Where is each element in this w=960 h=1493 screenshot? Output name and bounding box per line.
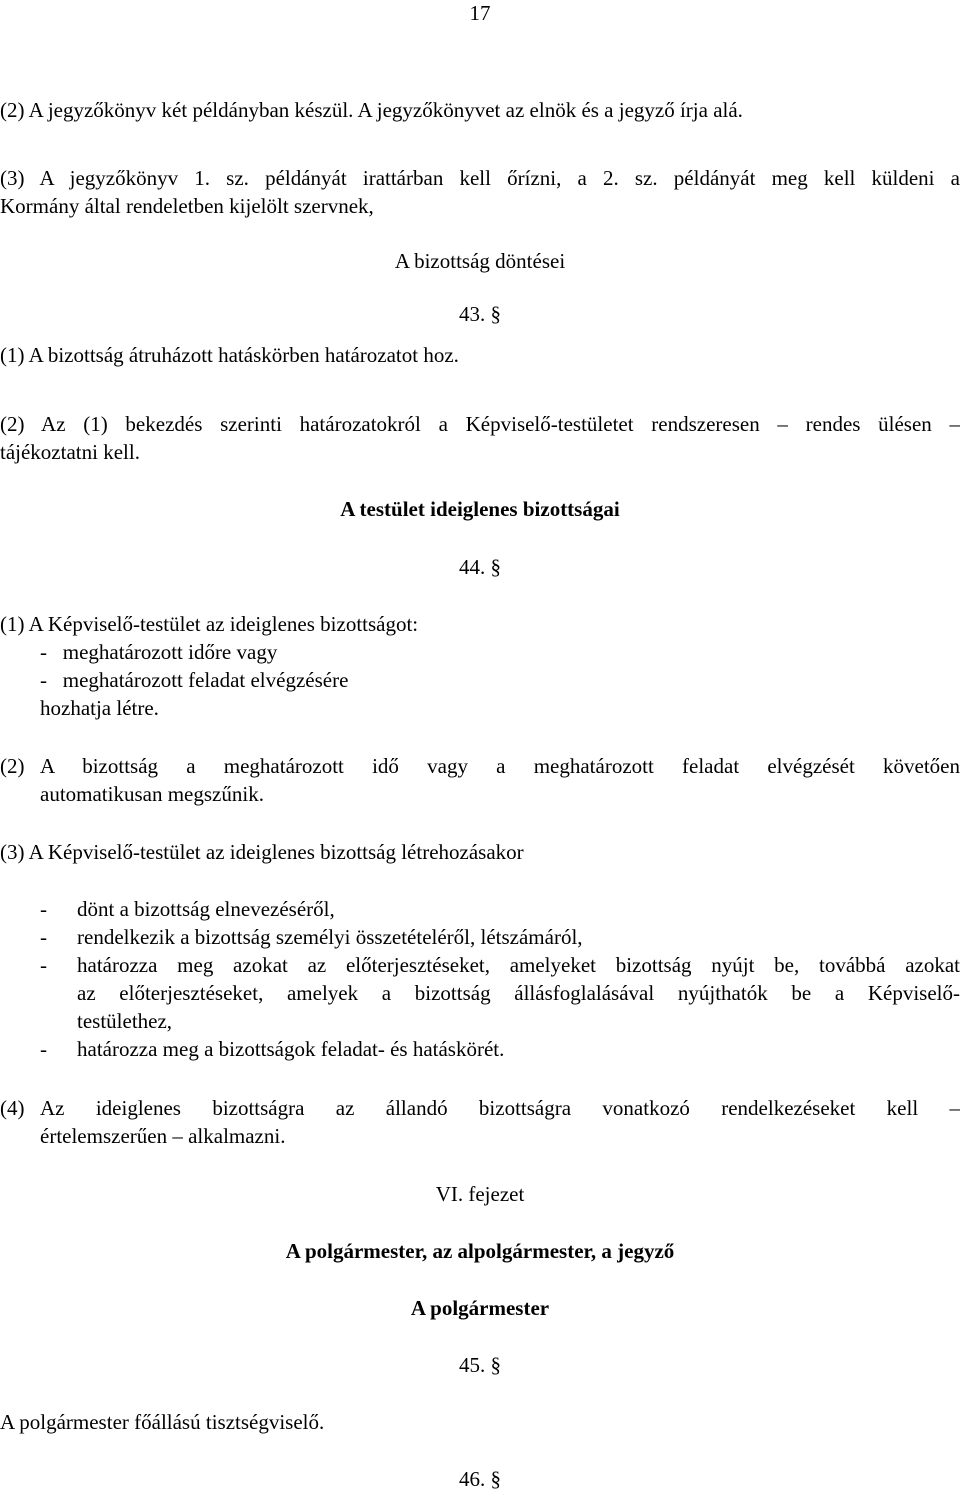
list-item-line: határozza meg azokat az előterjesztéseket, amelyeket bizottság nyújt be, továbbá azokat <box>77 953 960 977</box>
list-item-line: dönt a bizottság elnevezéséről, <box>77 897 335 921</box>
section-44-paragraph-4-line-2: értelemszerűen – alkalmazni. <box>40 1124 286 1148</box>
section-44-paragraph-1-intro: (1) A Képviselő-testület az ideiglenes bizottságot: <box>0 612 419 636</box>
list-item-line: rendelkezik a bizottság személyi összetételéről, létszámáról, <box>77 925 583 949</box>
section-44-paragraph-1-outro: hozhatja létre. <box>40 696 159 720</box>
chapter-label: VI. fejezet <box>435 1182 525 1206</box>
section-43-paragraph-1: (1) A bizottság átruházott hatáskörben határozatot hoz. <box>0 343 459 367</box>
section-45-title: 45. § <box>459 1353 501 1377</box>
section-44-paragraph-4 <box>40 1094 960 1150</box>
list-item-line: testülethez, <box>77 1009 173 1033</box>
page-number: 17 <box>469 1 491 25</box>
paragraph-3-line-1: (3) A jegyzőkönyv 1. sz. példányát irattárban kell őrízni, a 2. sz. példányát meg kell küldeni a <box>0 166 960 190</box>
section-43-paragraph-2-line-2: tájékoztatni kell. <box>0 440 140 464</box>
list-item-line: az előterjesztéseket, amelyek a bizottság állásfoglalásával nyújthatók be a Képviselő- <box>77 981 960 1005</box>
section-43-paragraph-2 <box>0 410 960 466</box>
heading-mayor: A polgármester <box>410 1296 550 1320</box>
section-44-paragraph-4-number: (4) <box>0 1096 25 1120</box>
section-44-paragraph-4-line-1: Az ideiglenes bizottságra az állandó bizottságra vonatkozó rendelkezéseket kell – <box>40 1096 960 1120</box>
heading-temporary-committees: A testület ideiglenes bizottságai <box>340 497 620 521</box>
section-44-title: 44. § <box>459 555 501 579</box>
section-43-title: 43. § <box>459 302 501 326</box>
paragraph-3-protocol <box>0 164 960 220</box>
list-item-dash: - <box>40 925 47 949</box>
section-44-paragraph-1-item-2: - meghatározott feladat elvégzésére <box>40 668 349 692</box>
section-43-paragraph-2-line-1: (2) Az (1) bekezdés szerinti határozatokról a Képviselő-testületet rendszeresen – rendes ülésen – <box>0 412 960 436</box>
section-44-paragraph-2-line-1: A bizottság a meghatározott idő vagy a meghatározott feladat elvégzését követően <box>40 754 960 778</box>
paragraph-3-line-2: Kormány által rendeletben kijelölt szervnek, <box>0 194 374 218</box>
section-44-paragraph-2-number: (2) <box>0 754 25 778</box>
section-44-paragraph-1-item-1: - meghatározott időre vagy <box>40 640 278 664</box>
heading-committee-decisions: A bizottság döntései <box>394 249 566 273</box>
chapter-title: A polgármester, az alpolgármester, a jegyző <box>285 1239 675 1263</box>
list-item-dash: - <box>40 953 47 977</box>
section-45-text: A polgármester főállású tisztségviselő. <box>0 1410 325 1434</box>
list-item-line: határozza meg a bizottságok feladat- és hatáskörét. <box>77 1037 505 1061</box>
paragraph-2-protocol: (2) A jegyzőkönyv két példányban készül. A jegyzőkönyvet az elnök és a jegyző írja alá. <box>0 98 743 122</box>
list-item-dash: - <box>40 1037 47 1061</box>
section-46-title: 46. § <box>459 1467 501 1491</box>
section-44-paragraph-3-intro: (3) A Képviselő-testület az ideiglenes bizottság létrehozásakor <box>0 840 524 864</box>
section-44-paragraph-2-line-2: automatikusan megszűnik. <box>40 782 264 806</box>
list-item-dash: - <box>40 897 47 921</box>
section-44-paragraph-2 <box>40 752 960 808</box>
